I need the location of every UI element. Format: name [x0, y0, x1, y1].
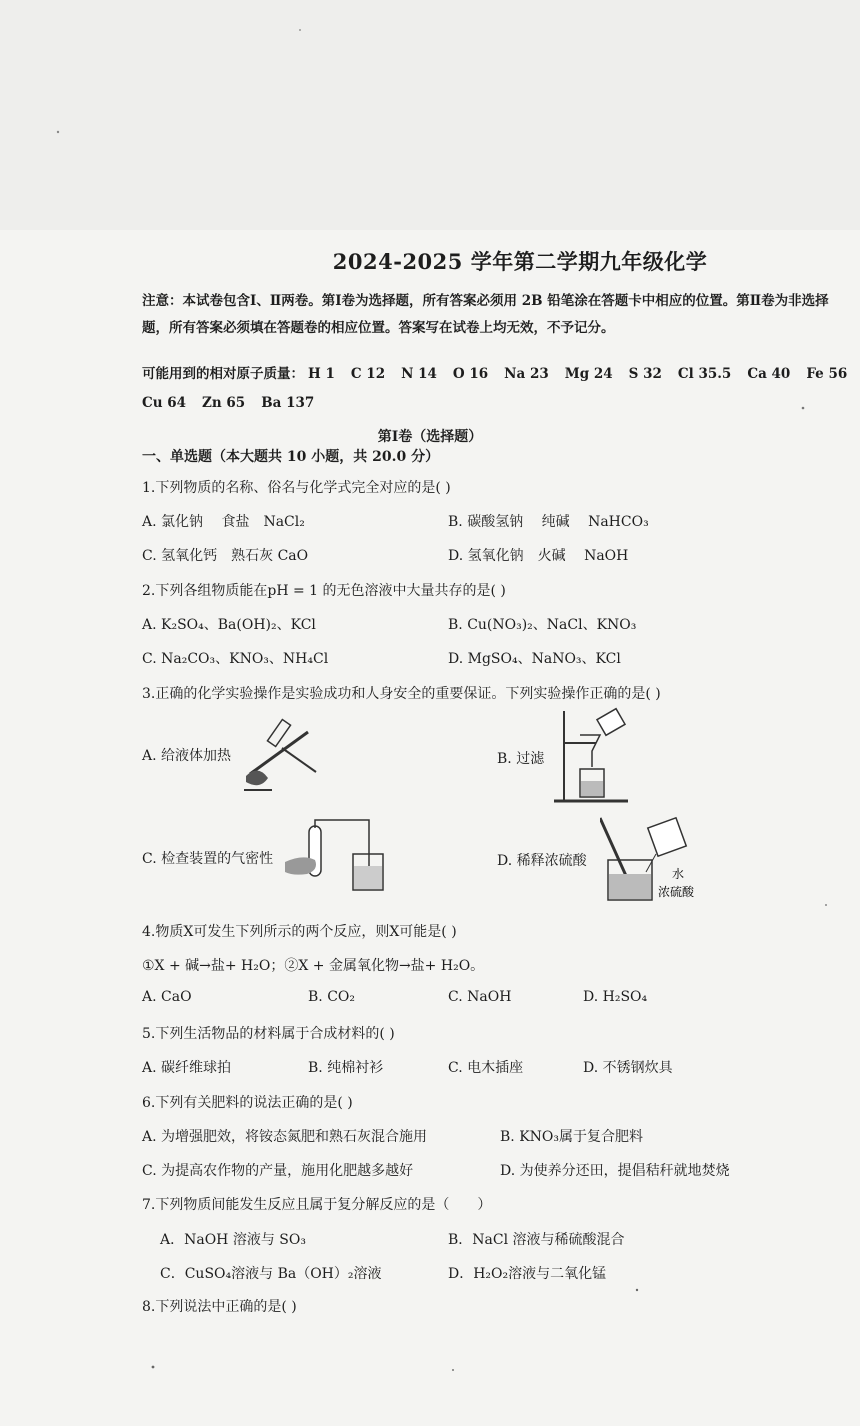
atomic-mass-row-2 — [142, 395, 330, 411]
question-2-stem: 2.下列各组物质能在pH = 1 的无色溶液中大量共存的是( ) — [142, 583, 506, 599]
question-4-reactions: ①X + 碱→盐+ H₂O；②X + 金属氧化物→盐+ H₂O。 — [142, 958, 485, 974]
q4-option-a: A. CaO — [142, 989, 192, 1005]
dilute-acid-figure — [600, 814, 710, 906]
q7-option-d: D．H₂O₂溶液与二氧化锰 — [448, 1266, 607, 1282]
question-1-stem: 1.下列物质的名称、俗名与化学式完全对应的是( ) — [142, 480, 451, 496]
q5-option-d: D. 不锈钢炊具 — [583, 1060, 673, 1076]
mass-item: S 32 — [628, 366, 662, 382]
q3-option-d: D. 稀释浓硫酸 — [497, 853, 587, 869]
mass-item: Cl 35.5 — [677, 366, 732, 382]
q6-option-c: C. 为提高农作物的产量，施用化肥越多越好 — [142, 1163, 414, 1179]
q1-option-c: C. 氢氧化钙 熟石灰 CaO — [142, 548, 309, 564]
mass-item: Na 23 — [504, 366, 549, 382]
question-8-stem: 8.下列说法中正确的是( ) — [142, 1299, 297, 1315]
q5-option-c: C. 电木插座 — [448, 1060, 524, 1076]
mass-item: O 16 — [452, 366, 489, 382]
q2-option-b: B. Cu(NO₃)₂、NaCl、KNO₃ — [448, 617, 637, 633]
question-3-stem: 3.正确的化学实验操作是实验成功和人身安全的重要保证。下列实验操作正确的是( ) — [142, 686, 661, 702]
q1-option-b: B. 碳酸氢钠 纯碱 NaHCO₃ — [448, 514, 649, 530]
exam-title: 2024-2025 学年第二学期九年级化学 — [332, 249, 708, 274]
q2-option-c: C. Na₂CO₃、KNO₃、NH₄Cl — [142, 651, 329, 667]
atomic-mass-row-1 — [142, 362, 860, 382]
q6-option-b: B. KNO₃属于复合肥料 — [500, 1129, 643, 1145]
q7-option-c: C．CuSO₄溶液与 Ba（OH）₂溶液 — [160, 1266, 382, 1282]
water-label: 水 — [672, 867, 685, 881]
filtration-figure — [552, 707, 634, 805]
question-4-stem: 4.物质X可发生下列所示的两个反应，则X可能是( ) — [142, 924, 457, 940]
mass-item: Cu 64 — [142, 395, 187, 411]
q6-option-d: D. 为使养分还田，提倡秸秆就地焚烧 — [500, 1163, 730, 1179]
q5-option-b: B. 纯棉衬衫 — [308, 1060, 384, 1076]
q1-option-a: A. 氯化钠 食盐 NaCl₂ — [142, 514, 305, 530]
q5-option-a: A. 碳纤维球拍 — [142, 1060, 232, 1076]
q1-option-d: D. 氢氧化钠 火碱 NaOH — [448, 548, 629, 564]
mass-item: Fe 56 — [806, 366, 848, 382]
airtightness-figure — [285, 816, 393, 896]
q3-option-b: B. 过滤 — [497, 751, 545, 767]
mass-item: C 12 — [350, 366, 386, 382]
question-5-stem: 5.下列生活物品的材料属于合成材料的( ) — [142, 1026, 395, 1042]
mass-item: N 14 — [401, 366, 437, 382]
question-7-stem: 7.下列物质间能发生反应且属于复分解反应的是（ ） — [142, 1197, 492, 1213]
mass-item: Mg 24 — [564, 366, 613, 382]
mass-item: Ba 137 — [261, 395, 315, 411]
q6-option-a: A. 为增强肥效，将铵态氮肥和熟石灰混合施用 — [142, 1129, 428, 1145]
mass-item: Zn 65 — [202, 395, 246, 411]
part-title: 一、单选题（本大题共 10 小题，共 20.0 分） — [142, 449, 440, 465]
q3-option-c: C. 检查装置的气密性 — [142, 851, 274, 867]
mass-item: Ca 40 — [747, 366, 791, 382]
q7-option-a: A．NaOH 溶液与 SO₃ — [160, 1232, 306, 1248]
q4-option-d: D. H₂SO₄ — [583, 989, 648, 1005]
q2-option-a: A. K₂SO₄、Ba(OH)₂、KCl — [142, 617, 316, 633]
q2-option-d: D. MgSO₄、NaNO₃、KCl — [448, 651, 621, 667]
q7-option-b: B．NaCl 溶液与稀硫酸混合 — [448, 1232, 625, 1248]
acid-label: 浓硫酸 — [658, 885, 695, 899]
q4-option-c: C. NaOH — [448, 989, 512, 1005]
exam-notice: 注意：本试卷包含Ⅰ、Ⅱ两卷。第Ⅰ卷为选择题，所有答案必须用 2B 铅笔涂在答题卡中相应的位置。第Ⅱ卷为非选择题，所有答案必须填在答题卷的相应位置。答案写在试卷上均无效，不予记分。 — [142, 293, 829, 336]
heating-liquid-figure — [238, 712, 322, 792]
q3-option-a: A. 给液体加热 — [142, 748, 232, 764]
q4-option-b: B. CO₂ — [308, 989, 355, 1005]
section-title: 第Ⅰ卷（选择题） — [377, 429, 483, 445]
atomic-mass-label: 可能用到的相对原子质量： — [142, 366, 304, 382]
mass-item: H 1 — [308, 366, 335, 382]
question-6-stem: 6.下列有关肥料的说法正确的是( ) — [142, 1095, 353, 1111]
